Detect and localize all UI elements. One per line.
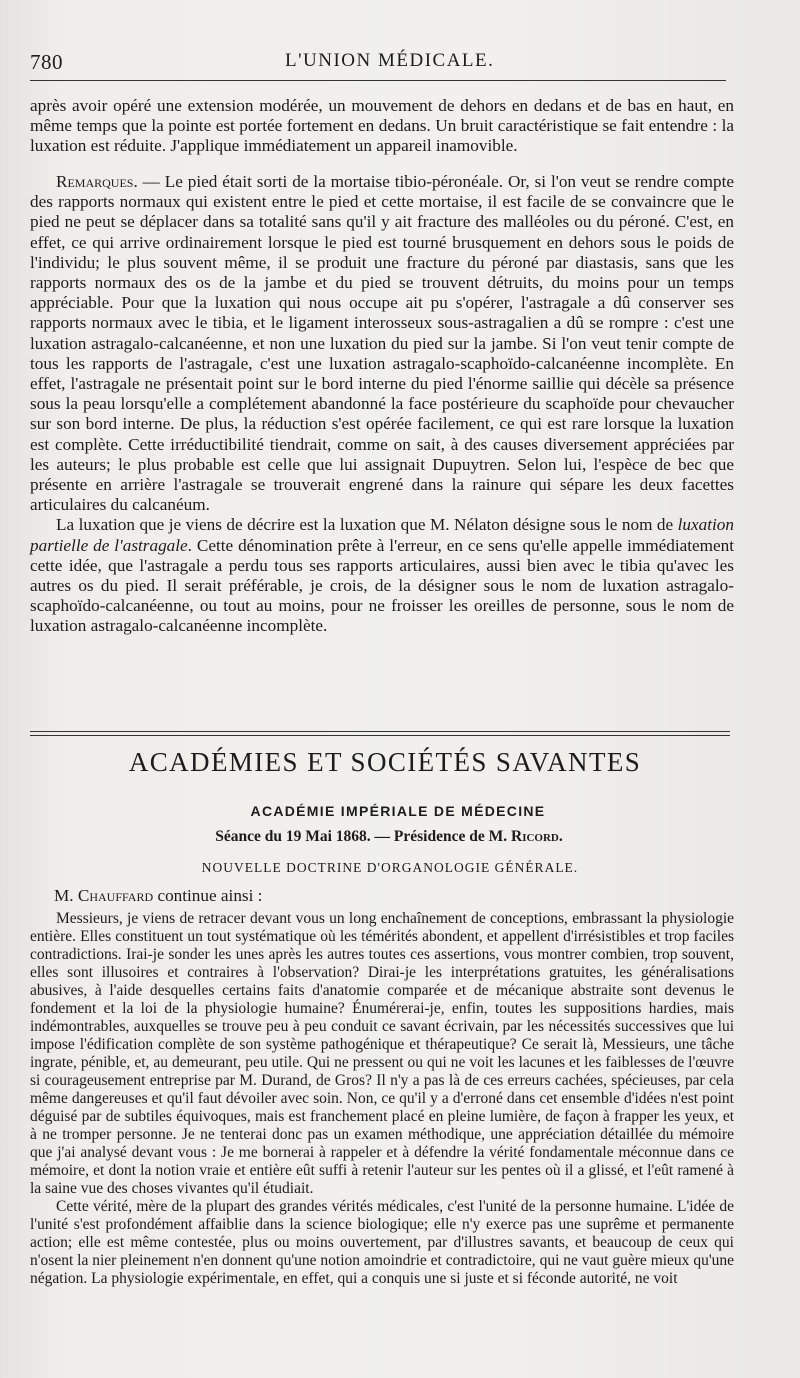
remarks-text: — Le pied était sorti de la mortaise tibio-péronéale. Or, si l'on veut se rendre compte des rapports normaux qui existent entre le pied et cette mortaise, il est facile de se convaincre que le pied ne peut se déplacer dans sa totalité sans qu'il y ait fracture des malléoles ou du péroné. C'est, en effet, ce qui arrive ordinairement lorsque le pied est tourné brusquement en dehors sous le poids de l'individu; le plus souvent même, il se produit une fracture du péroné par diastasis, sans que les rapports normaux des os de la jambe et du pied se trouvent détruits, du moins pour un temps appréciable. Pour que la luxation qui nous occupe ait pu s'opérer, l'astragale a dû conserver ses rapports normaux avec le tibia, et le ligament interosseux sous-astragalien a dû se rompre : c'est une luxation astragalo-calcanéenne, et non une luxation du pied sur la jambe. Si l'on veut tenir compte de tous les rapports de l'astragale, c'est une luxation astragalo-scaphoïdo-calcanéenne incomplète. En effet, l'astragale ne présentait point sur le bord interne du pied l'énorme saillie qui décèle sa présence sous la peau lorsqu'elle a complétement abandonné la face postérieure du scaphoïde pour chevaucher sur son bord interne. De plus, la réduction s'est opérée facilement, ce qui est rare lorsque la luxation est complète. Cette irréductibilité tiendrait, comme on sait, à des causes diversement appréciées par les auteurs; le plus probable est celle que lui assignait Dupuytren. Selon lui, l'espèce de bec que présente en arrière l'astragale se trouverait engrené dans la rainure qui sépare les deux facettes articulaires du calcanéum. xyxy=(30,172,734,515)
academy-heading: ACADÉMIE IMPÉRIALE DE MÉDECINE xyxy=(250,803,546,819)
section-rule-bottom xyxy=(30,735,730,736)
article-continuation-paragraph: après avoir opéré une extension modérée, un mouvement de dehors en dedans et de bas en haut, en même temps que la pointe est portée fortement en dedans. Un bruit caractéristique se fait entendre : la luxation est réduite. J'applique immédiatement un appareil inamovible. xyxy=(30,96,734,156)
speech-paragraph-2: Cette vérité, mère de la plupart des grandes vérités médicales, c'est l'unité de la personne humaine. L'idée de l'unité s'est profondément affaiblie dans la science biologique; elle n'y exerce pas une suprême et permanente action; elle est même contestée, plus ou moins ouvertement, par d'illustres savants, et beaucoup de ceux qui n'osent la nier pleinement n'en donnent qu'une notion amoindrie et contradictoire, qui ne vaut guère mieux qu'une négation. La physiologie expérimentale, en effet, qui a conquis une si juste et si féconde autorité, ne voit xyxy=(30,1198,734,1287)
conclusion-text-end: . Cette dénomination prête à l'erreur, en ce sens qu'elle appelle immédiatement cette idée, que l'astragale a perdu tous ses rapports articulaires, aussi bien avec le tibia qu'avec les autres os du pied. Il serait préférable, je crois, de la désigner sous le nom de luxation astragalo-scaphoïdo-calcanéenne, ou tout au moins, pour ne froisser les oreilles de personne, sous le nom de luxation astragalo-calcanéenne incomplète. xyxy=(30,535,734,636)
speaker-intro-text: continue ainsi : xyxy=(153,886,263,905)
remarks-label: Remarques. xyxy=(56,172,138,191)
speaker-intro-line xyxy=(54,886,734,906)
page-header xyxy=(30,44,730,80)
header-rule xyxy=(30,80,726,81)
section-title: ACADÉMIES ET SOCIÉTÉS SAVANTES xyxy=(128,747,642,777)
speech-paragraph-1: Messieurs, je viens de retracer devant vous un long enchaînement de conceptions, embrassant la physiologie entière. Elles constituent un tout systématique où les témérités abondent, et appellent d'irrésistibles et trop faciles contradictions. Irai-je sonder les unes après les autres toutes ces assertions, vous montrer combien, trop souvent, elles sont illusoires et contraires à l'observation? Dirai-je les interprétations gratuites, les généralisations abusives, à l'aide desquelles certains faits d'anatomie comparée et de mécanique abstraite sont devenus le fondement et la loi de la physiologie humaine? Énumérerai-je, enfin, toutes les suppositions hardies, mais indémontrables, auxquelles se trouve peu à peu conduit ce savant écrivain, par les nécessités successives que lui impose l'édification complète de son système pathogénique et thérapeutique? Ce serait là, Messieurs, une tâche ingrate, pénible, et, au demeurant, peu utile. Qui ne pressent ou qui ne voit les lacunes et les faiblesses de l'œuvre si courageusement entreprise par M. Durand, de Gros? Il n'y a pas là de ces erreurs cachées, spécieuses, par cela même dangereuses et qu'il faut dévoiler avec soin. Non, ce qu'il y a d'erroné dans cet ensemble d'idées n'est point déguisé par de subtiles équivoques, mais est franchement placé en pleine lumière, de façon à frapper les yeux, et à ne tromper personne. Je ne tenterai donc pas un examen méthodique, une appréciation détaillée du mémoire que j'ai analysé devant vous : Je me bornerai à rappeler et à défendre la vérité fondamentale méconnue dans ce mémoire, et dont la notion vraie et entière eût suffi à retenir l'auteur sur les pentes où il a glissé, et l'eût ramené à la saine vue des choses vivantes qu'il étudiait. xyxy=(30,910,734,1197)
seance-date-text: Séance du 19 Mai 1868. — Présidence de M. xyxy=(215,828,511,845)
conclusion-italic-term: luxation partielle de l'astragale xyxy=(30,515,734,555)
article-continuation-block xyxy=(30,96,734,157)
remarks-paragraph xyxy=(30,172,734,515)
section-rule-top xyxy=(30,731,730,732)
seance-president: Ricord. xyxy=(511,828,563,845)
doctrine-heading: NOUVELLE DOCTRINE D'ORGANOLOGIE GÉNÉRALE. xyxy=(201,860,579,875)
remarks-block xyxy=(30,172,734,637)
conclusion-paragraph xyxy=(30,515,734,636)
conclusion-text-start: La luxation que je viens de décrire est la luxation que M. Nélaton désigne sous le nom de xyxy=(56,515,678,535)
speaker-intro xyxy=(54,886,734,906)
running-title: L'UNION MÉDICALE. xyxy=(285,50,495,71)
seance-line xyxy=(0,828,778,846)
speech-block xyxy=(30,910,734,1288)
page-number: 780 xyxy=(30,50,63,74)
speaker-name: M. Chauffard xyxy=(54,886,154,905)
